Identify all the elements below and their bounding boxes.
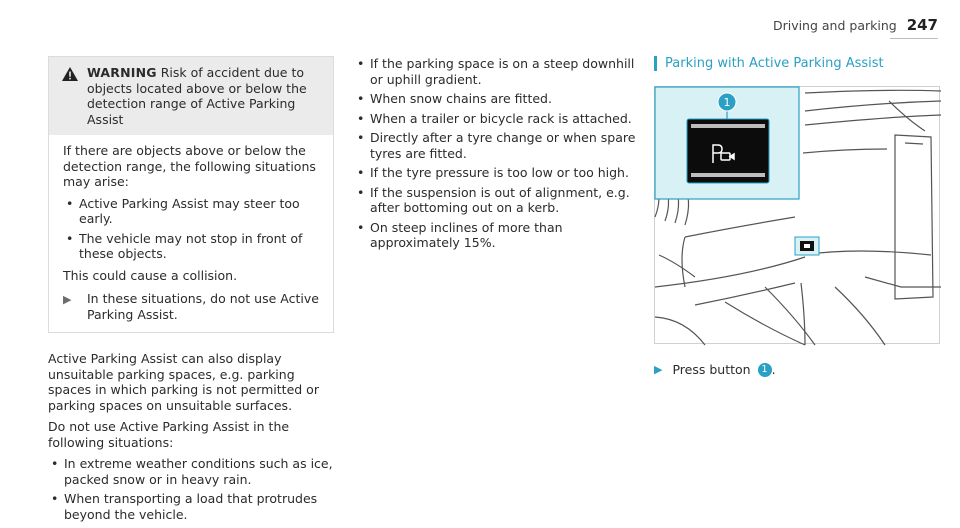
bullet-icon: • — [51, 491, 59, 506]
list-item: • When snow chains are fitted. — [357, 91, 552, 106]
list-item: • Directly after a tyre change or when spare tyres are fitted. — [357, 130, 636, 161]
list-item: • When transporting a load that protrudes beyond the vehicle. — [51, 491, 318, 522]
warning-title: Risk of accident due to objects located above or below the detection range of Active Parking Assist — [87, 65, 307, 127]
callout-number: 1 — [723, 95, 731, 109]
situations-list-right — [354, 56, 636, 251]
column-right — [654, 56, 942, 377]
list-item: • If the tyre pressure is too low or too high. — [357, 165, 629, 180]
list-item: • The vehicle may not stop in front of these objects. — [66, 230, 303, 261]
bullet-icon: • — [357, 165, 365, 180]
warning-heading — [87, 65, 323, 127]
bullet-icon: • — [66, 195, 74, 211]
page-header — [773, 16, 938, 34]
bullet-icon: • — [51, 456, 59, 471]
unsuitable-text: Active Parking Assist can also display unsuitable parking spaces, e.g. parking spaces in which parking is not permitted or parking spaces on unsuitable surfaces. — [48, 351, 319, 413]
bullet-icon: • — [357, 184, 365, 200]
unsuitable-section — [48, 351, 334, 522]
warning-intro: If there are objects above or below the detection range, the following situations may arise: — [63, 143, 316, 189]
section-heading-text: Parking with Active Parking Assist — [665, 56, 884, 71]
list-item: • When a trailer or bicycle rack is attached. — [357, 110, 632, 126]
warning-action — [63, 291, 323, 322]
list-item: • On steep inclines of more than approximately 15%. — [357, 219, 563, 250]
situations-list-left — [48, 456, 334, 522]
list-item: • Active Parking Assist may steer too early. — [66, 195, 300, 226]
bullet-icon: • — [357, 130, 365, 145]
header-divider — [890, 38, 938, 39]
bullet-icon: • — [357, 56, 365, 71]
play-arrow-icon: ▶ — [63, 293, 72, 306]
warning-list — [63, 196, 323, 262]
section-heading — [654, 56, 942, 72]
warning-header — [49, 57, 333, 135]
dashboard-drawing — [655, 87, 941, 345]
do-not-use-text: Do not use Active Parking Assist in the following situations: — [48, 419, 290, 450]
press-text: Press button 1 . — [672, 361, 776, 377]
warning-triangle-icon — [61, 66, 79, 82]
step-number-badge: 1 — [758, 363, 772, 377]
warning-action-text: In these situations, do not use Active Parking Assist. — [87, 291, 319, 322]
screen-top-strip — [691, 124, 765, 128]
list-item: • If the parking space is on a steep downhill or uphill gradient. — [357, 56, 635, 87]
page-number: 247 — [906, 16, 938, 34]
bullet-icon: • — [357, 91, 365, 106]
play-arrow-icon: ▶ — [654, 362, 663, 376]
warning-box — [48, 56, 334, 333]
bullet-icon: • — [66, 230, 74, 246]
section-title: Driving and parking — [772, 18, 897, 33]
warning-consequence: This could cause a collision. — [63, 267, 238, 283]
column-middle — [354, 56, 636, 257]
bullet-icon: • — [357, 110, 365, 126]
list-item: • In extreme weather conditions such as ice, packed snow or in heavy rain. — [51, 456, 333, 487]
list-item: • If the suspension is out of alignment, e.g. after bottoming out on a kerb. — [357, 184, 630, 215]
column-left — [48, 56, 334, 528]
warning-body — [49, 135, 333, 332]
console-button-symbol — [804, 244, 810, 248]
bullet-icon: • — [357, 219, 365, 235]
warning-label: WARNING — [87, 65, 157, 80]
press-instruction — [654, 362, 942, 378]
screen-bottom-strip — [691, 173, 765, 177]
dashboard-illustration — [654, 86, 940, 344]
heading-bar — [654, 56, 657, 71]
